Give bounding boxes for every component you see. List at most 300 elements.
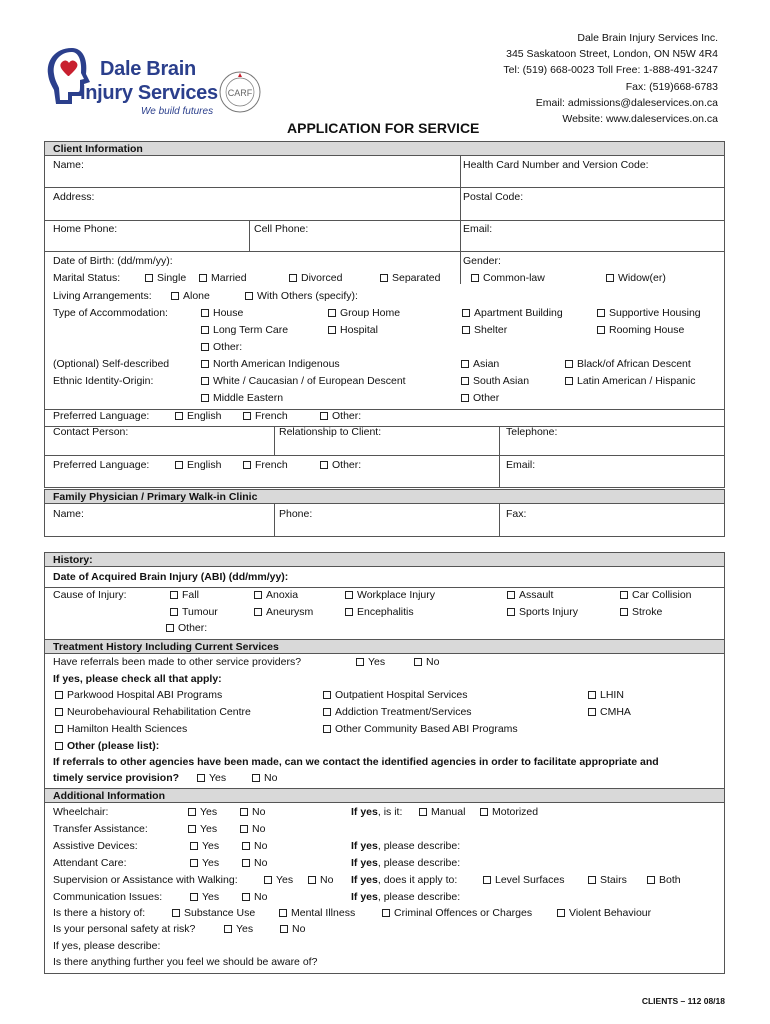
- checkbox-manual[interactable]: [419, 806, 465, 818]
- option-label: Long Term Care: [213, 324, 289, 336]
- checkbox-french[interactable]: [243, 410, 288, 422]
- option-label: English: [187, 410, 222, 422]
- option-label: French: [255, 410, 288, 422]
- checkbox-safety-yes[interactable]: [224, 923, 253, 935]
- living-arrangements-label: Living Arrangements:: [53, 290, 152, 302]
- physician-section: [44, 489, 725, 537]
- checkbox-supportive-housing[interactable]: [597, 307, 701, 319]
- checkbox-stairs[interactable]: [588, 874, 627, 886]
- checkbox-icon[interactable]: [201, 377, 209, 385]
- checkbox-icon[interactable]: [170, 591, 178, 599]
- transfer-label: Transfer Assistance:: [53, 823, 148, 835]
- checkbox-referrals-yes[interactable]: [356, 656, 385, 668]
- checkbox-icon[interactable]: [382, 909, 390, 917]
- option-label: Single: [157, 272, 187, 284]
- checkbox-icon[interactable]: [170, 608, 178, 616]
- checkbox-icon[interactable]: [320, 461, 328, 469]
- checkbox-icon[interactable]: [243, 461, 251, 469]
- if-yes-bold: If yes: [351, 806, 378, 818]
- dob-label: Date of Birth: (dd/mm/yy):: [53, 255, 173, 267]
- option-label: Yes: [202, 857, 220, 869]
- seal-text: CARF: [227, 88, 253, 98]
- telephone-label: Telephone:: [506, 426, 558, 438]
- option-label: Anoxia: [266, 589, 299, 601]
- option-label: No: [264, 772, 278, 784]
- checkbox-icon[interactable]: [565, 360, 573, 368]
- checkbox-icon[interactable]: [345, 591, 353, 599]
- checkbox-icon[interactable]: [172, 909, 180, 917]
- option-label: Married: [211, 272, 247, 284]
- option-label: Other (please list):: [67, 740, 160, 752]
- section-header: Family Physician / Primary Walk-in Clinic: [45, 490, 724, 504]
- option-label: Separated: [392, 272, 441, 284]
- checkbox-hamilton[interactable]: [55, 723, 187, 735]
- option-label: No: [254, 891, 268, 903]
- section-header: Treatment History Including Current Services: [45, 639, 724, 654]
- cell-phone-label: Cell Phone:: [254, 223, 309, 235]
- checkbox-icon[interactable]: [242, 842, 250, 850]
- address-line: Dale Brain Injury Services Inc.: [577, 32, 718, 44]
- checkbox-icon[interactable]: [166, 624, 174, 632]
- checkbox-with-others[interactable]: [245, 290, 358, 302]
- ethnic-label-line1: (Optional) Self-described: [53, 358, 170, 370]
- option-label: Hamilton Health Sciences: [67, 723, 188, 735]
- checkbox-icon[interactable]: [480, 808, 488, 816]
- checkbox-level-surfaces[interactable]: [483, 874, 564, 886]
- form-title: APPLICATION FOR SERVICE: [287, 120, 480, 136]
- checkbox-icon[interactable]: [289, 274, 297, 282]
- checkbox-common-law[interactable]: [471, 272, 545, 284]
- checkbox-referrals-no[interactable]: [414, 656, 439, 668]
- checkbox-icon[interactable]: [588, 708, 596, 716]
- checkbox-icon[interactable]: [245, 292, 253, 300]
- option-label: Other:: [332, 410, 362, 422]
- option-label: Substance Use: [184, 907, 256, 919]
- checkbox-icon[interactable]: [201, 360, 209, 368]
- option-label: Encephalitis: [357, 606, 414, 618]
- checkbox-communication-yes[interactable]: [190, 891, 219, 903]
- checkbox-icon[interactable]: [201, 326, 209, 334]
- option-label: Divorced: [301, 272, 343, 284]
- checkbox-icon[interactable]: [588, 691, 596, 699]
- question-text: timely service provision?: [53, 772, 180, 784]
- checkbox-icon[interactable]: [199, 274, 207, 282]
- checkbox-attendant-yes[interactable]: [190, 857, 219, 869]
- checkbox-wheelchair-no[interactable]: [240, 806, 265, 818]
- option-label: Workplace Injury: [357, 589, 436, 601]
- contact-agencies-question-line1: If referrals to other agencies have been made, can we contact the identified agencies in order to facilitate appropriate and: [53, 756, 659, 768]
- option-label: Fall: [182, 589, 199, 601]
- checkbox-icon[interactable]: [242, 893, 250, 901]
- checkbox-icon[interactable]: [380, 274, 388, 282]
- physician-name-label: Name:: [53, 508, 84, 520]
- checkbox-icon[interactable]: [507, 608, 515, 616]
- option-label: With Others (specify):: [257, 290, 358, 302]
- checkbox-apartment[interactable]: [462, 307, 563, 319]
- option-label: Middle Eastern: [213, 392, 284, 404]
- option-label: Stroke: [632, 606, 663, 618]
- option-label: No: [292, 923, 306, 935]
- checkbox-safety-no[interactable]: [280, 923, 305, 935]
- checkbox-icon[interactable]: [597, 309, 605, 317]
- check-all-label: If yes, please check all that apply:: [53, 673, 222, 685]
- checkbox-icon[interactable]: [242, 859, 250, 867]
- checkbox-icon[interactable]: [224, 925, 232, 933]
- checkbox-icon[interactable]: [328, 309, 336, 317]
- option-label: North American Indigenous: [213, 358, 340, 370]
- form-code: CLIENTS – 112 08/18: [641, 996, 725, 1006]
- further-label: Is there anything further you feel we should be aware of?: [53, 956, 318, 968]
- option-label: Other:: [332, 459, 362, 471]
- checkbox-icon[interactable]: [507, 591, 515, 599]
- checkbox-transfer-yes[interactable]: [188, 823, 217, 835]
- option-label: Other:: [178, 622, 208, 634]
- option-label: Manual: [431, 806, 466, 818]
- option-label: Stairs: [600, 874, 627, 886]
- option-label: No: [252, 806, 266, 818]
- wheelchair-type-label: [351, 806, 402, 818]
- option-label: No: [426, 656, 440, 668]
- checkbox-separated[interactable]: [380, 272, 440, 284]
- option-label: Alone: [183, 290, 210, 302]
- if-yes-rest: , please describe:: [377, 840, 461, 852]
- checkbox-communication-no[interactable]: [242, 891, 267, 903]
- preferred-language-label: Preferred Language:: [53, 410, 150, 422]
- checkbox-icon[interactable]: [240, 808, 248, 816]
- option-label: Addiction Treatment/Services: [335, 706, 472, 718]
- supervision-apply-label: [351, 874, 457, 886]
- checkbox-transfer-no[interactable]: [240, 823, 265, 835]
- checkbox-icon[interactable]: [620, 591, 628, 599]
- checkbox-rooming-house[interactable]: [597, 324, 684, 336]
- checkbox-icon[interactable]: [320, 412, 328, 420]
- checkbox-icon[interactable]: [201, 394, 209, 402]
- checkbox-icon[interactable]: [254, 608, 262, 616]
- checkbox-black[interactable]: [565, 358, 691, 370]
- checkbox-south-asian[interactable]: [461, 375, 529, 387]
- checkbox-icon[interactable]: [620, 608, 628, 616]
- option-label: Level Surfaces: [495, 874, 565, 886]
- option-label: CMHA: [600, 706, 631, 718]
- checkbox-icon[interactable]: [345, 608, 353, 616]
- address-label: Address:: [53, 191, 95, 203]
- checkbox-divorced[interactable]: [289, 272, 342, 284]
- gender-label: Gender:: [463, 255, 501, 267]
- option-label: Rooming House: [609, 324, 685, 336]
- option-label: Sports Injury: [519, 606, 578, 618]
- checkbox-icon[interactable]: [190, 859, 198, 867]
- communication-label: Communication Issues:: [53, 891, 163, 903]
- checkbox-other-list[interactable]: [55, 740, 159, 752]
- checkbox-widow[interactable]: [606, 272, 666, 284]
- checkbox-tumour[interactable]: [170, 606, 218, 618]
- checkbox-icon[interactable]: [461, 394, 469, 402]
- relationship-label: Relationship to Client:: [279, 426, 382, 438]
- checkbox-icon[interactable]: [323, 691, 331, 699]
- checkbox-stroke[interactable]: [620, 606, 662, 618]
- checkbox-outpatient[interactable]: [323, 689, 467, 701]
- home-phone-label: Home Phone:: [53, 223, 118, 235]
- option-label: Outpatient Hospital Services: [335, 689, 468, 701]
- option-label: House: [213, 307, 244, 319]
- checkbox-married[interactable]: [199, 272, 247, 284]
- checkbox-house[interactable]: [201, 307, 243, 319]
- option-label: No: [252, 823, 266, 835]
- checkbox-icon[interactable]: [597, 326, 605, 334]
- history-of-label: Is there a history of:: [53, 907, 146, 919]
- checkbox-substance-use[interactable]: [172, 907, 255, 919]
- checkbox-single[interactable]: [145, 272, 186, 284]
- option-label: Other: [473, 392, 500, 404]
- assistive-describe-label: [351, 840, 460, 852]
- option-label: Shelter: [474, 324, 508, 336]
- checkbox-motorized[interactable]: [480, 806, 538, 818]
- checkbox-shelter[interactable]: [462, 324, 507, 336]
- checkbox-white[interactable]: [201, 375, 406, 387]
- safety-label: Is your personal safety at risk?: [53, 923, 196, 935]
- option-label: Latin American / Hispanic: [577, 375, 696, 387]
- attendant-describe-label: [351, 857, 460, 869]
- option-label: Other Community Based ABI Programs: [335, 723, 518, 735]
- checkbox-icon[interactable]: [461, 360, 469, 368]
- option-label: Mental Illness: [291, 907, 356, 919]
- option-label: South Asian: [473, 375, 530, 387]
- checkbox-assault[interactable]: [507, 589, 553, 601]
- if-yes-rest: , does it apply to:: [377, 874, 458, 886]
- checkbox-icon[interactable]: [483, 876, 491, 884]
- checkbox-indigenous[interactable]: [201, 358, 340, 370]
- referrals-question: Have referrals been made to other service providers?: [53, 656, 302, 668]
- checkbox-icon[interactable]: [188, 808, 196, 816]
- checkbox-icon[interactable]: [201, 309, 209, 317]
- checkbox-sports[interactable]: [507, 606, 578, 618]
- checkbox-icon[interactable]: [190, 893, 198, 901]
- checkbox-parkwood[interactable]: [55, 689, 222, 701]
- checkbox-workplace[interactable]: [345, 589, 435, 601]
- checkbox-icon[interactable]: [419, 808, 427, 816]
- option-label: Other:: [213, 341, 243, 353]
- option-label: Violent Behaviour: [569, 907, 652, 919]
- checkbox-mental-illness[interactable]: [279, 907, 355, 919]
- if-yes-bold: If yes: [351, 840, 378, 852]
- contact-email-label: Email:: [506, 459, 536, 471]
- checkbox-icon[interactable]: [606, 274, 614, 282]
- checkbox-icon[interactable]: [264, 876, 272, 884]
- checkbox-car-collision[interactable]: [620, 589, 692, 601]
- option-label: LHIN: [600, 689, 624, 701]
- supervision-label: Supervision or Assistance with Walking:: [53, 874, 238, 886]
- checkbox-assistive-no[interactable]: [242, 840, 267, 852]
- checkbox-group-home[interactable]: [328, 307, 400, 319]
- option-label: Aneurysm: [266, 606, 314, 618]
- checkbox-addiction[interactable]: [323, 706, 472, 718]
- checkbox-icon[interactable]: [471, 274, 479, 282]
- organization-address: [503, 30, 718, 127]
- section-header: Additional Information: [45, 788, 724, 803]
- checkbox-icon[interactable]: [323, 725, 331, 733]
- checkbox-icon[interactable]: [414, 658, 422, 666]
- marital-status-label: Marital Status:: [53, 272, 121, 284]
- checkbox-accom-other[interactable]: [201, 341, 242, 353]
- logo-tagline: We build futures: [141, 106, 214, 117]
- attendant-label: Attendant Care:: [53, 857, 127, 869]
- checkbox-icon[interactable]: [254, 591, 262, 599]
- cause-label: Cause of Injury:: [53, 589, 127, 601]
- option-label: Yes: [209, 772, 227, 784]
- checkbox-anoxia[interactable]: [254, 589, 298, 601]
- checkbox-icon[interactable]: [55, 708, 63, 716]
- checkbox-wheelchair-yes[interactable]: [188, 806, 217, 818]
- option-label: Assault: [519, 589, 554, 601]
- checkbox-neurobehavioural[interactable]: [55, 706, 251, 718]
- option-label: Common-law: [483, 272, 545, 284]
- checkbox-icon[interactable]: [647, 876, 655, 884]
- physician-fax-label: Fax:: [506, 508, 527, 520]
- checkbox-icon[interactable]: [308, 876, 316, 884]
- option-label: Widow(er): [618, 272, 666, 284]
- checkbox-icon[interactable]: [280, 925, 288, 933]
- checkbox-violent[interactable]: [557, 907, 651, 919]
- safety-describe-label: If yes, please describe:: [53, 940, 161, 952]
- option-label: Yes: [200, 823, 218, 835]
- checkbox-icon[interactable]: [55, 742, 63, 750]
- checkbox-icon[interactable]: [461, 377, 469, 385]
- checkbox-supervision-no[interactable]: [308, 874, 333, 886]
- health-card-label: Health Card Number and Version Code:: [463, 159, 649, 171]
- option-label: Asian: [473, 358, 500, 370]
- accommodation-label: Type of Accommodation:: [53, 307, 168, 319]
- logo-name-line1: Dale Brain: [100, 58, 196, 80]
- option-label: Car Collision: [632, 589, 692, 601]
- checkbox-ethnic-other[interactable]: [461, 392, 499, 404]
- option-label: Tumour: [182, 606, 218, 618]
- address-line: Email: admissions@daleservices.on.ca: [535, 96, 718, 109]
- option-label: Yes: [202, 891, 220, 903]
- checkbox-icon[interactable]: [201, 343, 209, 351]
- checkbox-icon[interactable]: [145, 274, 153, 282]
- physician-phone-label: Phone:: [279, 508, 313, 520]
- checkbox-latin-american[interactable]: [565, 375, 695, 387]
- option-label: No: [254, 840, 268, 852]
- checkbox-icon[interactable]: [279, 909, 287, 917]
- checkbox-icon[interactable]: [197, 774, 205, 782]
- checkbox-icon[interactable]: [55, 691, 63, 699]
- checkbox-icon[interactable]: [175, 412, 183, 420]
- email-label: Email:: [463, 223, 493, 235]
- checkbox-cause-other[interactable]: [166, 622, 207, 634]
- option-label: Yes: [368, 656, 386, 668]
- if-yes-rest: , please describe:: [377, 857, 461, 869]
- checkbox-icon[interactable]: [588, 876, 596, 884]
- if-yes-bold: If yes: [351, 857, 378, 869]
- checkbox-icon[interactable]: [565, 377, 573, 385]
- checkbox-lang-other[interactable]: [320, 410, 361, 422]
- assistive-label: Assistive Devices:: [53, 840, 138, 852]
- checkbox-alone[interactable]: [171, 290, 210, 302]
- checkbox-contact-yes[interactable]: [197, 772, 226, 784]
- checkbox-icon[interactable]: [55, 725, 63, 733]
- checkbox-icon[interactable]: [462, 326, 470, 334]
- checkbox-icon[interactable]: [557, 909, 565, 917]
- if-yes-bold: If yes: [351, 874, 378, 886]
- option-label: Supportive Housing: [609, 307, 701, 319]
- if-yes-rest: , is it:: [377, 806, 403, 818]
- checkbox-assistive-yes[interactable]: [190, 840, 219, 852]
- checkbox-attendant-no[interactable]: [242, 857, 267, 869]
- checkbox-hospital[interactable]: [328, 324, 378, 336]
- checkbox-icon[interactable]: [243, 412, 251, 420]
- option-label: Motorized: [492, 806, 539, 818]
- checkbox-icon[interactable]: [252, 774, 260, 782]
- checkbox-french[interactable]: [243, 459, 288, 471]
- contact-agencies-question-line2: [53, 772, 179, 784]
- wheelchair-label: Wheelchair:: [53, 806, 109, 818]
- checkbox-icon[interactable]: [175, 461, 183, 469]
- checkbox-icon[interactable]: [190, 842, 198, 850]
- checkbox-cmha[interactable]: [588, 706, 631, 718]
- checkbox-long-term-care[interactable]: [201, 324, 288, 336]
- checkbox-lang-other[interactable]: [320, 459, 361, 471]
- checkbox-encephalitis[interactable]: [345, 606, 414, 618]
- checkbox-icon[interactable]: [356, 658, 364, 666]
- option-label: Criminal Offences or Charges: [394, 907, 533, 919]
- checkbox-english[interactable]: [175, 410, 221, 422]
- option-label: Yes: [202, 840, 220, 852]
- checkbox-fall[interactable]: [170, 589, 199, 601]
- address-line: Website: www.daleservices.on.ca: [562, 113, 718, 126]
- section-header: Client Information: [45, 142, 724, 156]
- checkbox-community-abi[interactable]: [323, 723, 518, 735]
- checkbox-supervision-yes[interactable]: [264, 874, 293, 886]
- option-label: Yes: [276, 874, 294, 886]
- checkbox-icon[interactable]: [323, 708, 331, 716]
- communication-describe-label: [351, 891, 460, 903]
- option-label: Black/of African Descent: [577, 358, 691, 370]
- postal-code-label: Postal Code:: [463, 191, 524, 203]
- checkbox-icon[interactable]: [171, 292, 179, 300]
- checkbox-english[interactable]: [175, 459, 221, 471]
- checkbox-asian[interactable]: [461, 358, 499, 370]
- checkbox-criminal[interactable]: [382, 907, 532, 919]
- checkbox-contact-no[interactable]: [252, 772, 277, 784]
- abi-date-label: Date of Acquired Brain Injury (ABI) (dd/mm/yy):: [53, 571, 289, 583]
- option-label: Neurobehavioural Rehabilitation Centre: [67, 706, 251, 718]
- contact-person-label: Contact Person:: [53, 426, 129, 438]
- checkbox-icon[interactable]: [328, 326, 336, 334]
- checkbox-icon[interactable]: [240, 825, 248, 833]
- section-header: History:: [45, 553, 724, 567]
- name-label: Name:: [53, 159, 84, 171]
- preferred-language-label: Preferred Language:: [53, 459, 150, 471]
- option-label: French: [255, 459, 288, 471]
- checkbox-middle-eastern[interactable]: [201, 392, 283, 404]
- option-label: Apartment Building: [474, 307, 563, 319]
- option-label: Yes: [200, 806, 218, 818]
- option-label: No: [320, 874, 334, 886]
- option-label: Both: [659, 874, 681, 886]
- checkbox-lhin[interactable]: [588, 689, 624, 701]
- option-label: White / Caucasian / of European Descent: [213, 375, 406, 387]
- ethnic-label-line2: Ethnic Identity-Origin:: [53, 375, 154, 387]
- option-label: Parkwood Hospital ABI Programs: [67, 689, 223, 701]
- logo-name-line2: Injury Services: [80, 82, 218, 104]
- address-line: Tel: (519) 668-0023 Toll Free: 1-888-491-3247: [503, 64, 718, 77]
- checkbox-aneurysm[interactable]: [254, 606, 313, 618]
- option-label: No: [254, 857, 268, 869]
- checkbox-icon[interactable]: [462, 309, 470, 317]
- checkbox-icon[interactable]: [188, 825, 196, 833]
- checkbox-both[interactable]: [647, 874, 681, 886]
